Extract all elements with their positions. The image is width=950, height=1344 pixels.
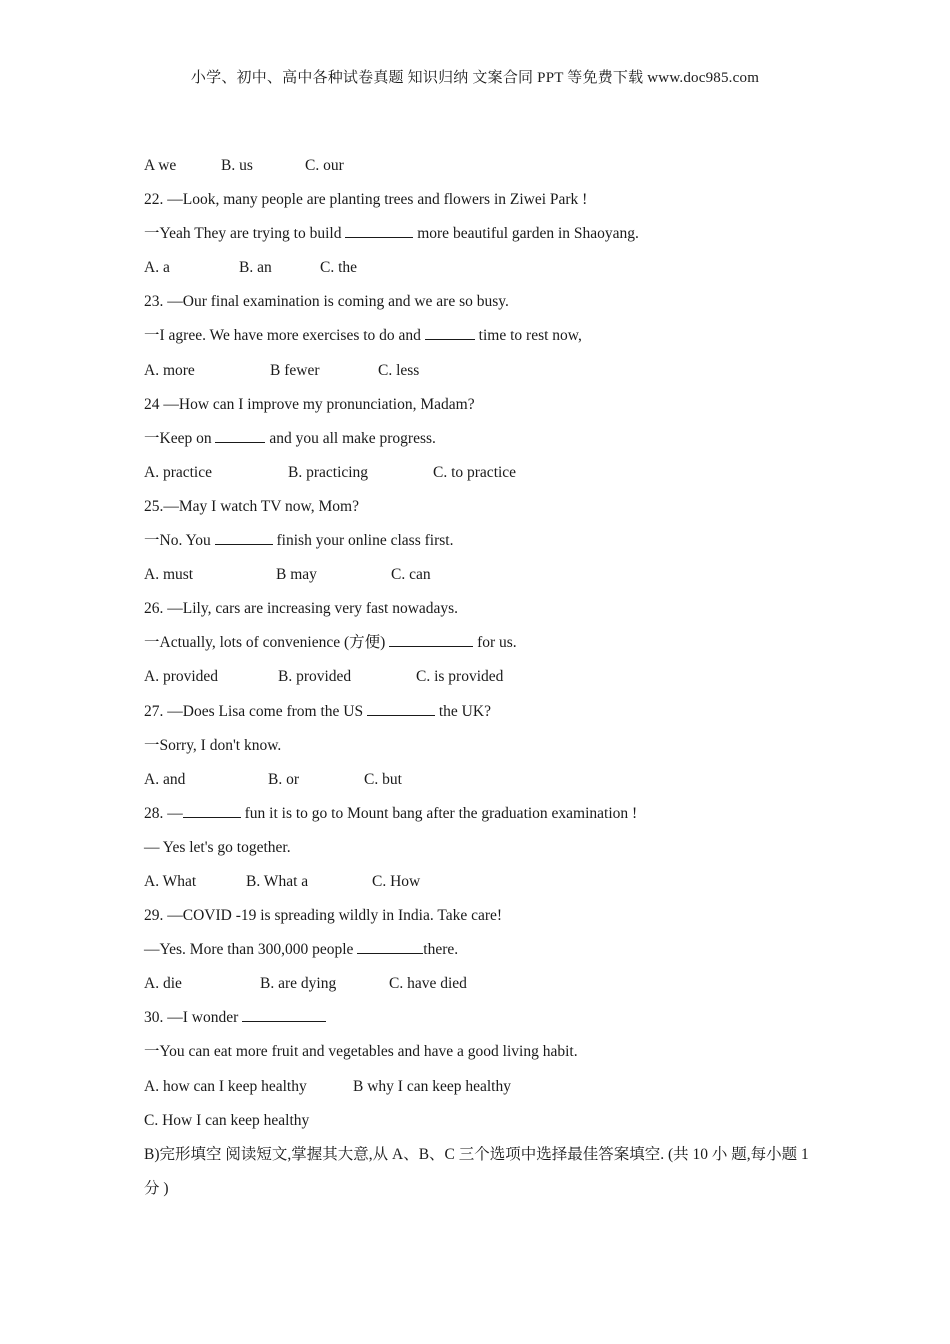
q23-option-a: A. more xyxy=(144,361,195,379)
q23-answer-end: time to rest now, xyxy=(478,327,582,345)
q30-answer: 一You can eat more fruit and vegetables and have a good living habit. xyxy=(144,1043,578,1061)
q28-options xyxy=(144,870,824,904)
q28-option-c: C. How xyxy=(372,872,421,890)
q25-options xyxy=(144,563,824,597)
q22-options xyxy=(144,256,824,290)
section-b-instruction: B)完形填空 阅读短文,掌握其大意,从 A、B、C 三个选项中选择最佳答案填空. (共 10 小 题,每小题 1 分 ) xyxy=(144,1145,809,1197)
q23-options xyxy=(144,359,824,393)
page-header: 小学、初中、高中各种试卷真题 知识归纳 文案合同 PPT 等免费下载 www.doc985.com xyxy=(190,70,760,86)
q21-option-c: C. our xyxy=(305,157,344,174)
q22-option-b: B. an xyxy=(239,259,272,277)
q30-question xyxy=(144,1006,824,1040)
q30-option-b: B why I can keep healthy xyxy=(353,1077,511,1095)
q29-answer-end: there. xyxy=(423,941,459,959)
q30-options-ab xyxy=(144,1075,824,1109)
q25-answer-start: 一No. You xyxy=(144,532,211,550)
q27-question-end: the UK? xyxy=(438,702,491,720)
q24-question: 24 —How can I improve my pronunciation, Madam? xyxy=(144,395,475,413)
q22-option-a: A. a xyxy=(144,259,170,277)
q28-blank xyxy=(183,802,241,818)
q28-question-start: 28. — xyxy=(144,804,183,822)
q26-options xyxy=(144,665,824,699)
q23-blank xyxy=(425,324,475,340)
q21-option-a: A we xyxy=(144,157,177,174)
q29-options xyxy=(144,972,824,1006)
q25-option-b: B may xyxy=(276,566,317,584)
q27-option-a: A. and xyxy=(144,770,186,788)
q24-option-b: B. practicing xyxy=(288,463,369,481)
q26-question: 26. —Lily, cars are increasing very fast nowadays. xyxy=(144,600,459,618)
q29-blank xyxy=(357,938,423,954)
q27-options xyxy=(144,768,824,802)
q27-option-c: C. but xyxy=(364,770,402,788)
q26-answer xyxy=(144,631,824,665)
q27-question-start: 27. —Does Lisa come from the US xyxy=(144,702,364,720)
q29-question: 29. —COVID -19 is spreading wildly in India. Take care! xyxy=(144,907,503,925)
q28-option-a: A. What xyxy=(144,872,197,890)
q24-options xyxy=(144,461,824,495)
q24-answer-start: 一Keep on xyxy=(144,429,212,447)
q22-option-c: C. the xyxy=(320,259,358,277)
q22-question: 22. —Look, many people are planting trees and flowers in Ziwei Park ! xyxy=(144,191,588,209)
q23-option-b: B fewer xyxy=(270,361,320,379)
q25-blank xyxy=(215,529,273,545)
q28-option-b: B. What a xyxy=(246,872,309,890)
q22-blank xyxy=(345,222,413,238)
q23-answer xyxy=(144,324,824,358)
q21-options xyxy=(144,154,824,188)
q23-question: 23. —Our final examination is coming and we are so busy. xyxy=(144,293,509,311)
q27-question xyxy=(144,700,824,734)
q22-answer xyxy=(144,222,824,256)
q25-question: 25.—May I watch TV now, Mom? xyxy=(144,497,359,515)
q24-answer-end: and you all make progress. xyxy=(269,429,436,447)
q30-question-start: 30. —I wonder xyxy=(144,1009,239,1027)
q29-answer xyxy=(144,938,824,972)
q29-option-a: A. die xyxy=(144,975,182,993)
q26-option-c: C. is provided xyxy=(416,668,504,686)
q22-answer-start: 一Yeah They are trying to build xyxy=(144,225,342,243)
q27-blank xyxy=(367,700,435,716)
q26-blank xyxy=(389,631,473,647)
q21-option-b: B. us xyxy=(221,157,253,174)
q30-blank xyxy=(242,1006,326,1022)
q25-option-c: C. can xyxy=(391,566,431,584)
q26-answer-end: for us. xyxy=(477,634,517,652)
q27-answer: 一Sorry, I don't know. xyxy=(144,736,282,754)
q26-option-a: A. provided xyxy=(144,668,219,686)
q23-option-c: C. less xyxy=(378,361,420,379)
q25-option-a: A. must xyxy=(144,566,194,584)
q28-answer: — Yes let's go together. xyxy=(144,838,291,856)
q25-answer-end: finish your online class first. xyxy=(276,532,454,550)
q29-option-b: B. are dying xyxy=(260,975,337,993)
q30-option-c: C. How I can keep healthy xyxy=(144,1111,310,1129)
exam-content xyxy=(144,154,824,1206)
q22-answer-end: more beautiful garden in Shaoyang. xyxy=(417,225,639,243)
q28-question xyxy=(144,802,824,836)
q26-option-b: B. provided xyxy=(278,668,352,686)
q24-blank xyxy=(215,427,265,443)
q25-answer xyxy=(144,529,824,563)
q27-option-b: B. or xyxy=(268,770,299,788)
q24-answer xyxy=(144,427,824,461)
q23-answer-start: 一I agree. We have more exercises to do and xyxy=(144,327,421,345)
q24-option-c: C. to practice xyxy=(433,463,517,481)
q28-question-end: fun it is to go to Mount bang after the graduation examination ! xyxy=(244,804,638,822)
q29-answer-start: —Yes. More than 300,000 people xyxy=(144,941,354,959)
q29-option-c: C. have died xyxy=(389,975,467,993)
q26-answer-start: 一Actually, lots of convenience (方便) xyxy=(144,634,386,652)
q30-option-a: A. how can I keep healthy xyxy=(144,1077,307,1095)
q24-option-a: A. practice xyxy=(144,463,212,481)
